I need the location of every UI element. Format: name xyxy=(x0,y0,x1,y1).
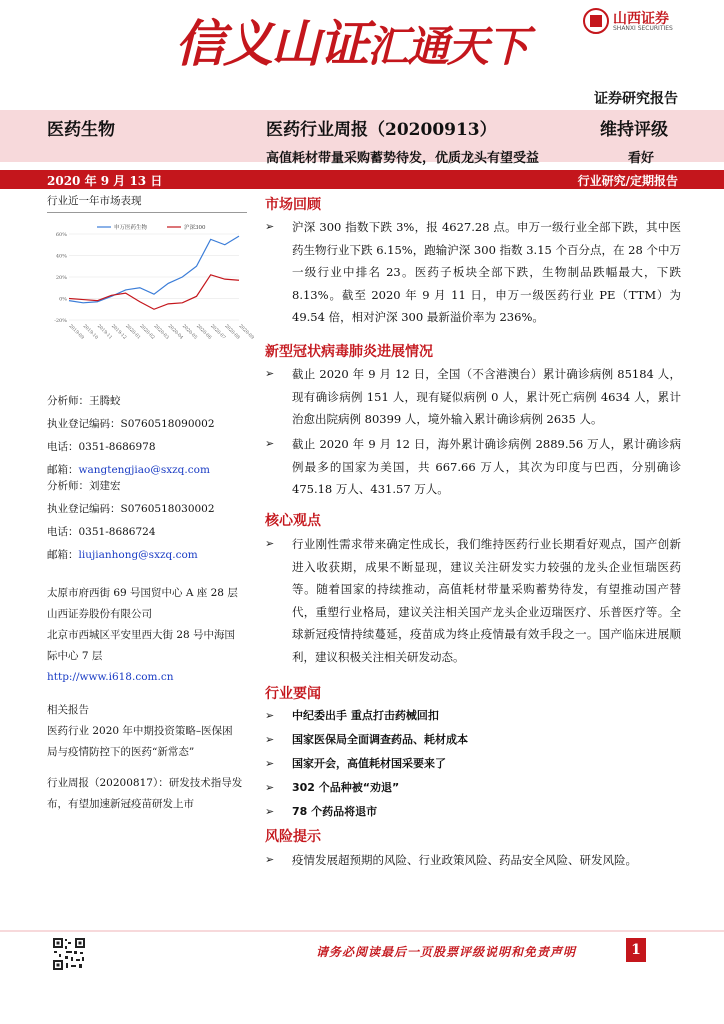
chart-x-tick: 2019-10 xyxy=(81,323,99,341)
news-headline[interactable]: 国家开会，高值耗材国采要来了 xyxy=(292,757,446,770)
section-industry-news xyxy=(265,683,681,703)
logo-name-en: SHANXI SECURITIES xyxy=(613,25,673,32)
bullet-text: 疫情发展超预期的风险、行业政策风险、药品安全风险、研发风险。 xyxy=(292,853,637,867)
company-address xyxy=(47,583,247,688)
arrow-bullet-icon: ➢ xyxy=(265,781,275,794)
news-item xyxy=(265,729,681,752)
arrow-bullet-icon: ➢ xyxy=(265,733,275,746)
chart-x-tick: 2019-11 xyxy=(95,323,113,341)
website-link[interactable]: http://www.i618.com.cn xyxy=(47,671,174,683)
rating-label: 维持评级 xyxy=(600,120,668,140)
bullet-item xyxy=(265,216,681,329)
analyst-tel: 电话：0351-8686978 xyxy=(47,441,156,453)
disclaimer-note: 请务必阅读最后一页股票评级说明和免责声明 xyxy=(316,945,577,959)
analyst-block-1 xyxy=(47,390,247,482)
report-date: 2020 年 9 月 13 日 xyxy=(47,174,163,188)
analyst-cert: 执业登记编码：S0760518090002 xyxy=(47,418,215,430)
arrow-bullet-icon: ➢ xyxy=(265,805,275,818)
chart-legend-label: 申万医药生物 xyxy=(114,225,148,231)
news-item xyxy=(265,753,681,776)
report-subtitle: 高值耗材带量采购蓄势待发，优质龙头有望受益 xyxy=(266,151,540,166)
chart-legend-label: 沪深300 xyxy=(184,225,206,231)
news-headline[interactable]: 中纪委出手 重点打击药械回扣 xyxy=(292,709,439,722)
related-item: 行业周报（20200817）：研发技术指导发 xyxy=(47,777,243,789)
section-heading: 新型冠状病毒肺炎进展情况 xyxy=(265,344,433,360)
news-item xyxy=(265,777,681,800)
arrow-bullet-icon: ➢ xyxy=(265,220,275,233)
analyst-email-link[interactable]: liujianhong@sxzq.com xyxy=(78,549,198,561)
address-line: 际中心 7 层 xyxy=(47,650,103,662)
chart-x-tick: 2020-06 xyxy=(195,323,212,341)
page-number: 1 xyxy=(626,938,646,962)
section-heading: 市场回顾 xyxy=(265,197,321,213)
address-line: 太原市府西街 69 号国贸中心 A 座 28 层 xyxy=(47,587,238,599)
bullet-text: 截止 2020 年 9 月 12 日，全国（不含港澳台）累计确诊病例 85184 人，现有确诊病例 151 人，现有疑似病例 0 人，累计死亡病例 4634 人，累计治愈出院病例 80399 人，境外输入累计确诊病例 2635 人。 xyxy=(292,367,681,426)
chart-y-tick: -20% xyxy=(54,318,67,324)
chart-x-tick: 2020-04 xyxy=(166,323,184,341)
section-heading: 风险提示 xyxy=(265,829,321,845)
chart-y-tick: 40% xyxy=(55,253,67,260)
bullet-item xyxy=(265,849,681,872)
chart-x-tick: 2020-07 xyxy=(209,323,227,341)
email-label: 邮箱： xyxy=(47,549,79,561)
arrow-bullet-icon: ➢ xyxy=(265,757,275,770)
related-title: 相关报告 xyxy=(47,704,89,716)
address-line: 北京市西城区平安里西大街 28 号中海国 xyxy=(47,629,236,641)
logo-name-cn: 山西证券 xyxy=(613,11,669,27)
market-performance-chart xyxy=(47,220,255,355)
related-item: 局与疫情防控下的医药“新常态” xyxy=(47,746,195,758)
related-item: 医药行业 2020 年中期投资策略–医保困 xyxy=(47,725,233,737)
analyst-email-link[interactable]: wangtengjiao@sxzq.com xyxy=(78,464,210,476)
chart-series-line xyxy=(69,236,239,303)
arrow-bullet-icon: ➢ xyxy=(265,437,275,450)
page-title: 医药行业周报（20200913） xyxy=(266,120,497,140)
bullet-text: 截止 2020 年 9 月 12 日，海外累计确诊病例 2889.56 万人，累计确诊病例最多的国家为美国，共 667.66 万人，其次为印度与巴西，分别确诊 475.18 万人、431.57 万人。 xyxy=(292,437,681,496)
section-risk xyxy=(265,826,681,846)
chart-x-tick: 2020-02 xyxy=(138,323,156,341)
address-line: 山西证券股份有限公司 xyxy=(47,608,152,620)
chart-x-tick: 2019-12 xyxy=(110,323,127,341)
news-item xyxy=(265,801,681,824)
section-core-view xyxy=(265,510,681,530)
chart-y-tick: 20% xyxy=(55,275,67,281)
bullet-text: 行业刚性需求带来确定性成长，我们维持医药行业长期看好观点，国产创新进入收获期，成果不断显现，建议关注研发实力较强的龙头企业恒瑞医药等。随着国家的持续推动，高值耗材带量采购蓄势待发，有望推动国产替代，重塑行业格局，建议关注相关国产龙头企业迈瑞医疗、乐普医疗等。全球新冠疫情持续蔓延，疫苗成为终止疫情最有效手段之一。国产临床进展顺利，建议积极关注相关研发动态。 xyxy=(292,537,681,664)
related-item: 布，有望加速新冠疫苗研发上市 xyxy=(47,798,194,810)
analyst-name: 分析师：王腾蛟 xyxy=(47,395,121,407)
analyst-cert: 执业登记编码：S0760518030002 xyxy=(47,503,215,515)
company-logo xyxy=(583,8,693,36)
divider xyxy=(47,212,247,213)
logo-mark-icon xyxy=(583,8,609,34)
bullet-text: 沪深 300 指数下跌 3%，报 4627.28 点。申万一级行业全部下跌，其中医药生物行业下跌 6.15%，跑输沪深 300 指数 3.15 个百分点，在 28 个中万一级行业中排名 23。医药子板块全部下跌，生物制品跌幅最大，下跌 8.13%。截至 2020 年 9 月 11 日，申万一级医药行业 PE（TTM）为 49.54 倍，相对沪深 300 最新溢价率为 236%。 xyxy=(292,220,681,324)
chart-series-line xyxy=(69,275,239,309)
news-headline[interactable]: 78 个药品将退市 xyxy=(292,805,378,818)
bullet-item xyxy=(265,433,681,501)
chart-x-tick: 2020-09 xyxy=(237,323,255,341)
arrow-bullet-icon: ➢ xyxy=(265,853,275,866)
chart-x-tick: 2020-08 xyxy=(223,323,241,341)
bullet-item xyxy=(265,363,681,431)
section-market-review xyxy=(265,194,681,214)
chart-y-tick: 0% xyxy=(59,296,67,303)
arrow-bullet-icon: ➢ xyxy=(265,537,275,550)
report-category: 行业研究/定期报告 xyxy=(577,174,678,188)
footer-divider xyxy=(0,930,724,932)
analyst-block-2 xyxy=(47,475,247,567)
market-performance-title: 行业近一年市场表现 xyxy=(47,195,142,207)
arrow-bullet-icon: ➢ xyxy=(265,709,275,722)
rating-value: 看好 xyxy=(628,151,655,166)
brand-slogan xyxy=(175,4,527,76)
news-item xyxy=(265,705,681,728)
slogan-part-1: 信义山证 xyxy=(175,15,367,73)
section-heading: 行业要闻 xyxy=(265,686,321,702)
news-headline[interactable]: 302 个品种被“劝退” xyxy=(292,781,400,794)
email-label: 邮箱： xyxy=(47,464,79,476)
section-heading: 核心观点 xyxy=(265,513,321,529)
chart-x-tick: 2020-01 xyxy=(124,323,142,341)
analyst-name: 分析师：刘建宏 xyxy=(47,480,121,492)
chart-x-tick: 2019-09 xyxy=(67,323,85,341)
bullet-item xyxy=(265,533,681,668)
report-type: 证券研究报告 xyxy=(594,91,678,107)
arrow-bullet-icon: ➢ xyxy=(265,367,275,380)
qr-code-icon xyxy=(52,937,86,971)
chart-x-tick: 2020-05 xyxy=(180,323,198,341)
slogan-part-2: 汇通天下 xyxy=(367,22,528,71)
chart-y-tick: 60% xyxy=(55,232,67,238)
section-covid-progress xyxy=(265,341,681,361)
chart-x-tick: 2020-03 xyxy=(152,323,170,341)
related-reports xyxy=(47,700,247,815)
news-headline[interactable]: 国家医保局全面调查药品、耗材成本 xyxy=(292,733,468,746)
analyst-tel: 电话：0351-8686724 xyxy=(47,526,156,538)
industry-name: 医药生物 xyxy=(47,120,115,140)
